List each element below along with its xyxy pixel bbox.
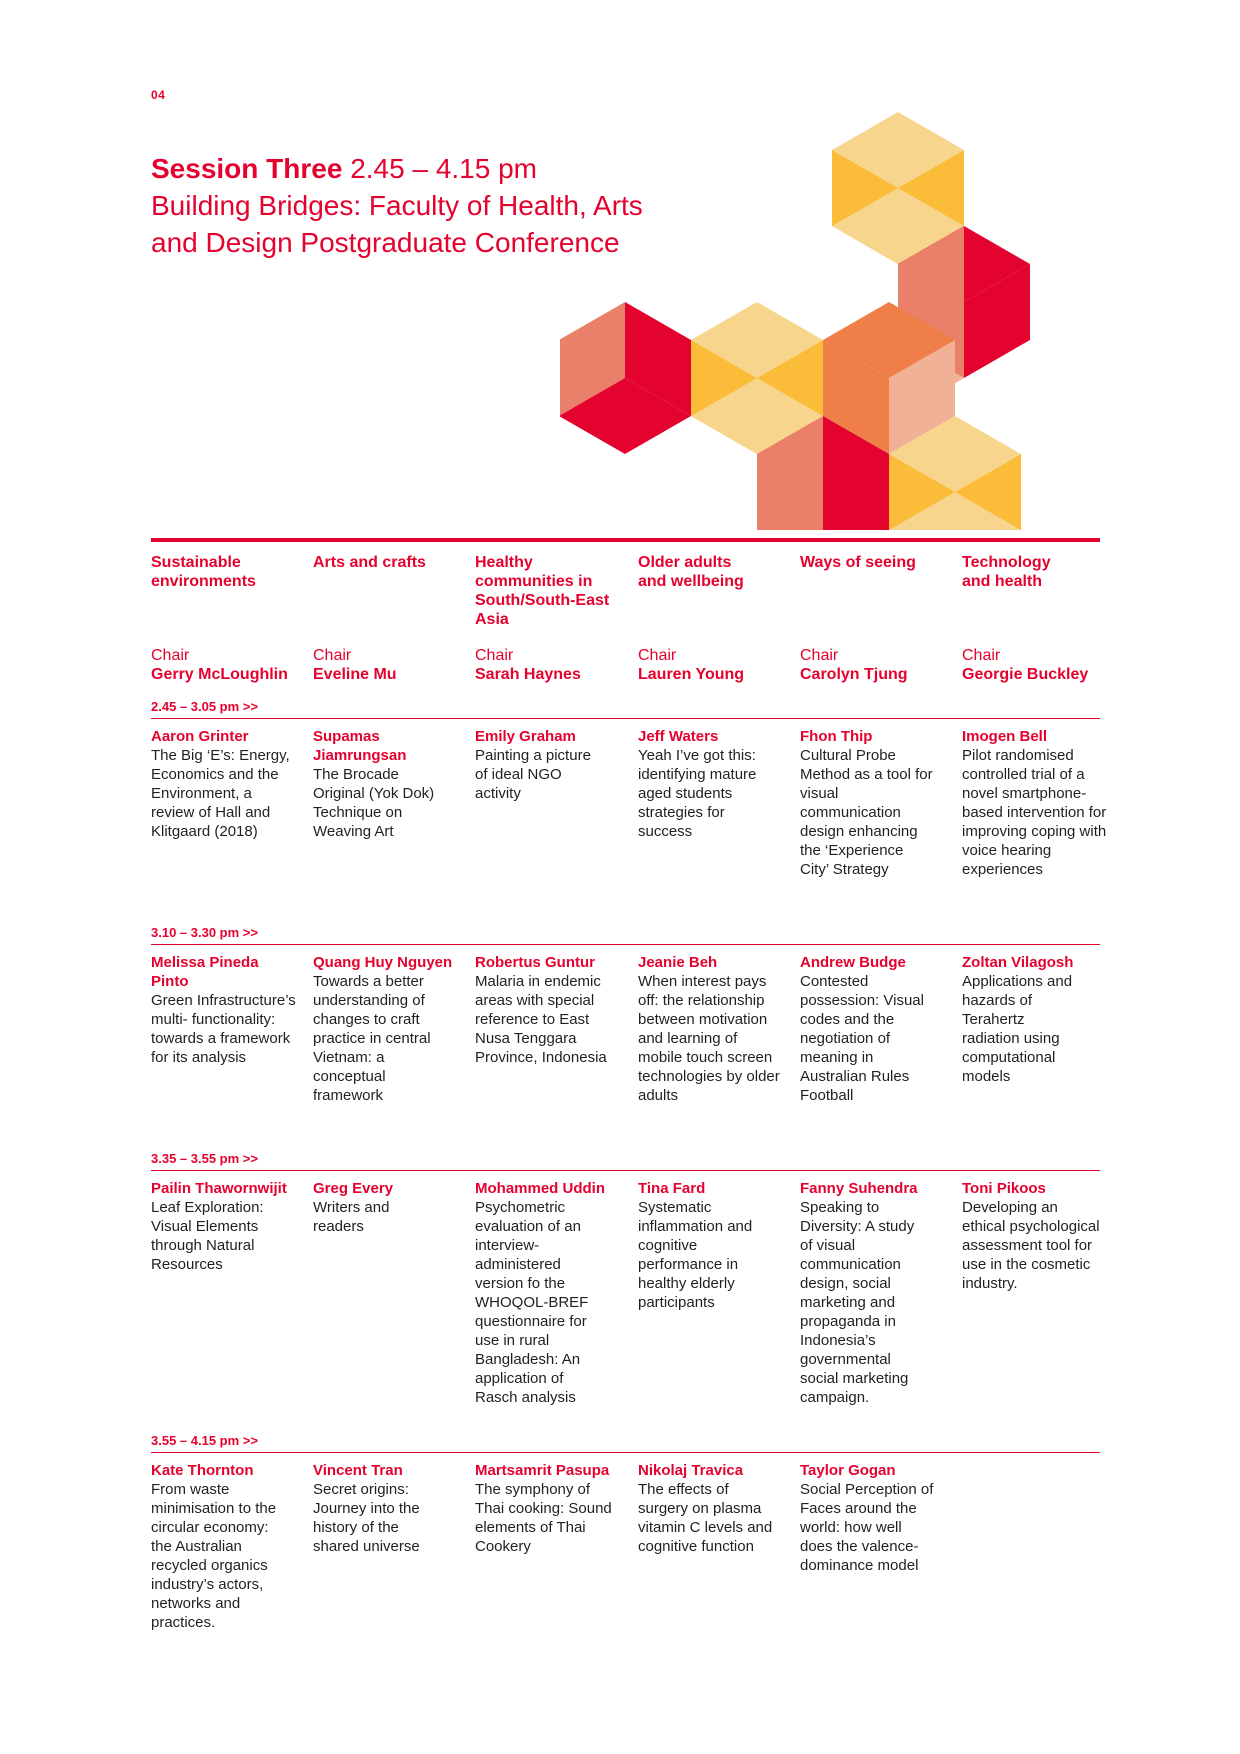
track-name: Sustainable environments — [151, 554, 256, 590]
talk-title: Developing an ethical psychological assessment tool for use in the cosmetic industry. — [962, 1199, 1100, 1292]
presenter-name: Zoltan Vilagosh — [962, 954, 1074, 971]
talk-cell — [151, 953, 303, 1067]
chair-name: Carolyn Tjung — [800, 666, 908, 683]
presenter-name: Toni Pikoos — [962, 1180, 1046, 1197]
talk-title: The Brocade Original (Yok Dok) Technique on Weaving Art — [313, 766, 435, 840]
slot-time: 3.55 – 4.15 pm >> — [151, 1433, 258, 1448]
chair-label: Chair — [313, 647, 352, 664]
presenter-name: Martsamrit Pasupa — [475, 1462, 610, 1479]
presenter-name: Aaron Grinter — [151, 728, 249, 745]
time-slot-header — [151, 1432, 1100, 1453]
chair-label: Chair — [962, 647, 1001, 664]
track-name: Technology and health — [962, 554, 1051, 590]
track-name: Healthy communities in South/South-East Asia — [475, 554, 610, 628]
chair-label: Chair — [151, 647, 190, 664]
presenter-name: Supamas Jiamrungsan — [313, 728, 407, 764]
session-label: Session Three — [151, 153, 343, 184]
presenter-name: Jeanie Beh — [638, 954, 718, 971]
chair-name: Lauren Young — [638, 666, 745, 683]
header-rule — [151, 538, 1100, 542]
talk-title: Social Perception of Faces around the world: how well does the valence-dominance model — [800, 1481, 934, 1574]
time-slot-header — [151, 698, 1100, 719]
talk-cell — [313, 1461, 465, 1556]
talk-cell — [962, 953, 1114, 1086]
track-column — [151, 553, 303, 591]
talk-cell — [800, 727, 952, 879]
presenter-name: Vincent Tran — [313, 1462, 403, 1479]
time-slot-header — [151, 1150, 1100, 1171]
chair-block — [962, 646, 1114, 685]
presenter-name: Emily Graham — [475, 728, 576, 745]
presenter-name: Tina Fard — [638, 1180, 706, 1197]
track-column — [638, 553, 790, 591]
talk-title: Contested possession: Visual codes and the negotiation of meaning in Australian Rules Football — [800, 973, 924, 1104]
talk-title: Malaria in endemic areas with special reference to East Nusa Tenggara Province, Indonesia — [475, 973, 607, 1066]
talk-title: The effects of surgery on plasma vitamin C levels and cognitive function — [638, 1481, 773, 1555]
presenter-name: Quang Huy Nguyen — [313, 954, 453, 971]
talk-cell — [800, 1179, 952, 1407]
slot-time: 2.45 – 3.05 pm >> — [151, 699, 258, 714]
talk-title: Yeah I’ve got this: identifying mature aged students strategies for success — [638, 747, 757, 840]
subtitle-line-1: Building Bridges: Faculty of Health, Arts — [151, 190, 643, 221]
chair-block — [313, 646, 465, 685]
talk-title: Speaking to Diversity: A study of visual communication design, social marketing and propaganda in Indonesia’s governmental social marketing campaign. — [800, 1199, 915, 1406]
presenter-name: Fanny Suhendra — [800, 1180, 918, 1197]
chair-block — [800, 646, 952, 685]
page-number: 04 — [151, 88, 166, 102]
talk-cell — [638, 1179, 790, 1312]
talk-title: Applications and hazards of Terahertz radiation using computational models — [962, 973, 1073, 1085]
presenter-name: Greg Every — [313, 1180, 394, 1197]
chair-block — [638, 646, 790, 685]
track-column — [800, 553, 952, 572]
talk-title: Cultural Probe Method as a tool for visual communication design enhancing the ‘Experience City’ Strategy — [800, 747, 933, 878]
presenter-name: Mohammed Uddin — [475, 1180, 605, 1197]
chair-name: Sarah Haynes — [475, 666, 581, 683]
chair-block — [475, 646, 627, 685]
session-time: 2.45 – 4.15 pm — [350, 153, 537, 184]
chair-label: Chair — [475, 647, 514, 664]
track-name: Arts and crafts — [313, 554, 426, 571]
track-name: Ways of seeing — [800, 554, 916, 571]
talk-title: The Big ‘E’s: Energy, Economics and the Environment, a review of Hall and Klitgaard (2018) — [151, 747, 290, 840]
chair-label: Chair — [638, 647, 677, 664]
presenter-name: Kate Thornton — [151, 1462, 254, 1479]
talk-title: From waste minimisation to the circular economy: the Australian recycled organics industry’s actors, networks and practices. — [151, 1481, 277, 1631]
presenter-name: Jeff Waters — [638, 728, 719, 745]
chair-name: Eveline Mu — [313, 666, 397, 683]
talk-title: Secret origins: Journey into the history of the shared universe — [313, 1481, 420, 1555]
slot-time: 3.10 – 3.30 pm >> — [151, 925, 258, 940]
chair-name: Georgie Buckley — [962, 666, 1089, 683]
talk-title: Green Infrastructure’s multi- functionality: towards a framework for its analysis — [151, 992, 296, 1066]
presenter-name: Nikolaj Travica — [638, 1462, 744, 1479]
talk-title: Pilot randomised controlled trial of a novel smartphone-based intervention for improving coping with voice hearing experiences — [962, 747, 1107, 878]
presenter-name: Taylor Gogan — [800, 1462, 896, 1479]
talk-cell — [475, 1179, 627, 1407]
talk-cell — [151, 1461, 303, 1632]
chair-name: Gerry McLoughlin — [151, 666, 288, 683]
track-column — [962, 553, 1114, 591]
talk-title: Painting a picture of ideal NGO activity — [475, 747, 591, 802]
slot-time: 3.35 – 3.55 pm >> — [151, 1151, 258, 1166]
talk-cell — [962, 1179, 1114, 1293]
presenter-name: Imogen Bell — [962, 728, 1048, 745]
track-column — [313, 553, 465, 572]
talk-title: Psychometric evaluation of an interview-administered version fo the WHOQOL-BREF questionnaire for use in rural Bangladesh: An application of Rasch analysis — [475, 1199, 589, 1406]
talk-title: Writers and readers — [313, 1199, 390, 1235]
talk-title: Towards a better understanding of changes to craft practice in central Vietnam: a conceptual framework — [313, 973, 431, 1104]
chair-label: Chair — [800, 647, 839, 664]
talk-cell — [638, 727, 790, 841]
talk-cell — [638, 1461, 790, 1556]
talk-cell — [475, 727, 627, 803]
talk-cell — [800, 953, 952, 1105]
talk-cell — [962, 727, 1114, 879]
hexagon-cube-graphic — [560, 110, 1100, 540]
presenter-name: Andrew Budge — [800, 954, 906, 971]
chair-block — [151, 646, 303, 685]
talk-title: When interest pays off: the relationship between motivation and learning of mobile touch screen technologies by older adults — [638, 973, 780, 1104]
talk-cell — [151, 1179, 303, 1274]
talk-cell — [313, 727, 465, 841]
presenter-name: Fhon Thip — [800, 728, 873, 745]
presenter-name: Pailin Thawornwijit — [151, 1180, 287, 1197]
talk-cell — [151, 727, 303, 841]
presenter-name: Melissa Pineda Pinto — [151, 954, 259, 990]
talk-cell — [800, 1461, 952, 1575]
track-column — [475, 553, 627, 629]
talk-cell — [475, 1461, 627, 1556]
track-name: Older adults and wellbeing — [638, 554, 744, 590]
time-slot-header — [151, 924, 1100, 945]
talk-title: Leaf Exploration: Visual Elements through Natural Resources — [151, 1199, 264, 1273]
talk-cell — [475, 953, 627, 1067]
talk-cell — [313, 1179, 465, 1236]
talk-cell — [313, 953, 465, 1105]
talk-cell — [638, 953, 790, 1105]
presenter-name: Robertus Guntur — [475, 954, 595, 971]
subtitle-line-2: and Design Postgraduate Conference — [151, 227, 620, 258]
talk-title: Systematic inflammation and cognitive performance in healthy elderly participants — [638, 1199, 753, 1311]
talk-title: The symphony of Thai cooking: Sound elements of Thai Cookery — [475, 1481, 612, 1555]
